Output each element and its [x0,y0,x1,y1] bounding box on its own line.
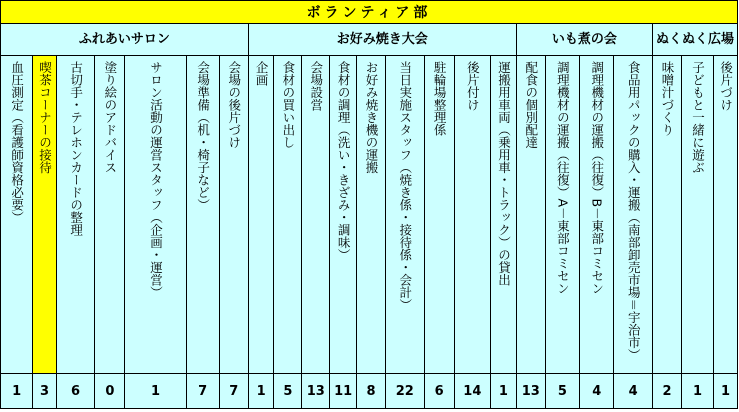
task-cell-17 [516,56,545,374]
group-row [1,24,738,56]
task-label: 駐輪場整理係 [432,61,448,136]
task-cell-7 [219,56,248,374]
task-cell-21 [653,56,682,374]
group-header-4: ぬくぬく広場 [653,24,738,56]
group-header-1: ふれあいサロン [1,24,249,56]
task-count-21: 2 [653,374,682,409]
task-count-23: 1 [714,374,738,409]
task-label: 当日実施スタッフ（焼き係・接待係・会計） [397,61,413,311]
task-label: 会場設営 [308,61,324,111]
task-count-9: 5 [274,374,302,409]
task-cell-11 [330,56,357,374]
task-cell-4 [95,56,125,374]
task-cell-5 [125,56,186,374]
task-count-15: 14 [454,374,490,409]
task-cell-23 [714,56,738,374]
task-label: サロン活動の運営スタッフ（企画・運営） [148,61,164,299]
task-cell-12 [357,56,386,374]
task-count-5: 1 [125,374,186,409]
task-count-2: 3 [33,374,57,409]
task-count-14: 6 [424,374,454,409]
task-count-17: 13 [516,374,545,409]
task-cell-10 [302,56,330,374]
task-cell-13 [385,56,424,374]
task-label: 配食の個別配達 [523,61,539,149]
task-cell-9 [274,56,302,374]
task-cell-14 [424,56,454,374]
task-count-4: 0 [95,374,125,409]
task-label: 血圧測定（看護師資格必要） [9,61,25,224]
task-count-13: 22 [385,374,424,409]
task-count-8: 1 [248,374,274,409]
task-cell-16 [491,56,517,374]
task-cell-18 [545,56,579,374]
task-count-20: 4 [614,374,653,409]
task-count-22: 1 [681,374,713,409]
group-header-3: いも煮の会 [516,24,652,56]
task-cell-8 [248,56,274,374]
task-label: 会場準備（机・椅子など） [195,61,211,211]
task-cell-15 [454,56,490,374]
task-label: 塗り絵のアドバイス [102,61,118,174]
task-count-11: 11 [330,374,357,409]
task-count-12: 8 [357,374,386,409]
task-label: 運搬用車両（乗用車・トラック）の貸出 [496,61,512,286]
task-label: 後片付け [465,61,481,111]
task-count-16: 1 [491,374,517,409]
task-label: 古切手・テレホンカードの整理 [68,61,84,236]
task-count-7: 7 [219,374,248,409]
task-count-18: 5 [545,374,579,409]
task-cell-20 [614,56,653,374]
task-count-1: 1 [1,374,33,409]
task-count-3: 6 [56,374,95,409]
task-count-6: 7 [186,374,219,409]
task-label: 食材の調理（洗い・きざみ・調味） [336,61,352,261]
task-cell-19 [580,56,614,374]
group-header-2: お好み焼き大会 [248,24,516,56]
title-row [1,1,738,24]
task-count-10: 13 [302,374,330,409]
count-row [1,374,738,409]
task-label: お好み焼き機の運搬 [364,61,379,174]
task-cell-6 [186,56,219,374]
task-label: 調理機材の運搬（往復）B－東部コミセン [589,61,605,295]
task-cell-1 [1,56,33,374]
task-label: 企画 [254,61,270,86]
task-label: 喫茶コーナーの接待 [37,61,53,174]
task-label: 子どもと一緒に遊ぶ [690,61,706,174]
task-label: 食材の買い出し [280,61,296,149]
task-row [1,56,738,374]
task-label: 会場の後片づけ [226,61,242,149]
task-label: 味噌汁づくり [659,61,675,136]
task-count-19: 4 [580,374,614,409]
task-cell-22 [681,56,713,374]
task-label: 調理機材の運搬（往復）A－東部コミセン [555,61,571,295]
task-label: 食品用パックの購入・運搬（南部卸売市場＝宇治市） [626,61,642,362]
task-cell-2 [33,56,57,374]
task-label: 後片づけ [718,61,734,111]
task-cell-3 [56,56,95,374]
sheet-title: ボランティア部 [1,1,738,24]
